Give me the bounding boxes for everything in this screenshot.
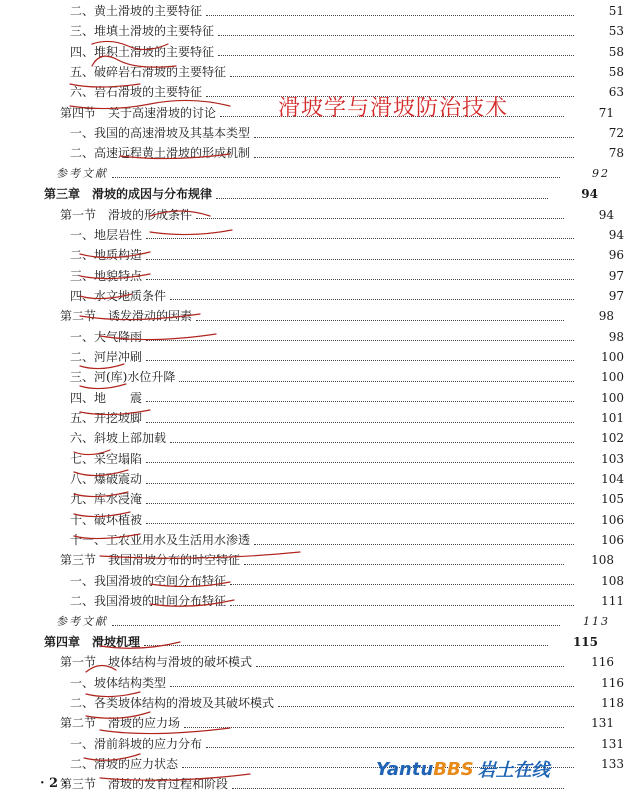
dot-leader (244, 564, 564, 565)
toc-page-number: 131 (601, 736, 624, 751)
toc-entry-item (0, 692, 638, 714)
dot-leader (230, 76, 574, 77)
toc-entry-title: 一、地层岩性 (70, 227, 143, 242)
dot-leader (170, 442, 574, 443)
toc-entry-item (0, 488, 638, 510)
toc-entry-item (0, 326, 638, 348)
dot-leader (146, 503, 574, 504)
toc-page-number: 98 (598, 309, 614, 324)
toc-entry-title: 第三节 滑坡的发育过程和阶段 (60, 777, 229, 792)
dot-leader (146, 340, 574, 341)
dot-leader (196, 320, 564, 321)
toc-entry-title: 一、滑前斜坡的应力分布 (70, 736, 203, 751)
toc-entry-item (0, 387, 638, 409)
toc-page-number: 78 (608, 146, 624, 161)
dot-leader (112, 625, 560, 626)
toc-entry-title: 四、地 震 (70, 390, 143, 405)
dot-leader (146, 422, 574, 423)
toc-entry-title: 九、库水浸淹 (70, 492, 143, 507)
toc-entry-item (0, 142, 638, 164)
toc-entry-item (0, 590, 638, 612)
toc-entry-title: 二、我国滑坡的时间分布特征 (70, 594, 227, 609)
toc-entry-title: 四、堆积土滑坡的主要特征 (70, 44, 215, 59)
toc-entry-item (0, 468, 638, 490)
toc-entry-title: 第一节 坡体结构与滑坡的破坏模式 (60, 655, 253, 670)
toc-page-number: 96 (608, 248, 624, 263)
yantu-bbs-logo (376, 756, 550, 782)
logo-part-cn: 岩土在线 (477, 760, 550, 781)
toc-page-number: 108 (591, 553, 614, 568)
toc-entry-title: 二、高速远程黄土滑坡的形成机制 (70, 146, 251, 161)
toc-entry-title: 十、破坏植被 (70, 512, 143, 527)
toc-page-number: 92 (592, 166, 610, 180)
toc-page-number: 102 (601, 431, 624, 446)
toc-page-number: 118 (601, 695, 624, 710)
dot-leader (206, 747, 574, 748)
toc-page-number: 94 (581, 187, 598, 202)
toc-entry-item (0, 672, 638, 694)
logo-part-bbs: BBS (433, 758, 474, 780)
toc-page-number: 106 (601, 512, 624, 527)
toc-entry-item (0, 427, 638, 449)
dot-leader (146, 279, 574, 280)
toc-entry-title: 三、河(库)水位升降 (70, 370, 176, 385)
toc-page-number: 100 (601, 349, 624, 364)
dot-leader (170, 686, 574, 687)
dot-leader (112, 177, 560, 178)
toc-entry-chapter (0, 631, 612, 653)
dot-leader (230, 605, 574, 606)
toc-page-number: 71 (598, 105, 614, 120)
dot-leader (218, 55, 574, 56)
toc-entry-title: 六、斜坡上部加载 (70, 431, 167, 446)
toc-entry-item (0, 61, 638, 83)
toc-page-number: 116 (601, 675, 624, 690)
dot-leader (196, 218, 564, 219)
toc-entry-section (0, 712, 628, 734)
toc-page-number: 100 (601, 390, 624, 405)
dot-leader (232, 788, 564, 789)
dot-leader (170, 299, 574, 300)
toc-page-number: 108 (601, 573, 624, 588)
dot-leader (146, 483, 574, 484)
toc-entry-title: 第三章 滑坡的成因与分布规律 (44, 187, 213, 202)
toc-entry-item (0, 366, 638, 388)
dot-leader (146, 401, 574, 402)
toc-page-number: 51 (608, 4, 624, 18)
dot-leader (179, 381, 574, 382)
toc-entry-item (0, 265, 638, 287)
dot-leader (146, 523, 574, 524)
toc-entry-item (0, 0, 638, 22)
dot-leader (254, 544, 574, 545)
toc-entry-item (0, 20, 638, 42)
toc-entry-item (0, 285, 638, 307)
toc-entry-item (0, 224, 638, 246)
dot-leader (146, 238, 574, 239)
toc-entry-item (0, 570, 638, 592)
toc-entry-ref (0, 163, 624, 185)
toc-entry-section (0, 305, 628, 327)
toc-page-number: 98 (608, 329, 624, 344)
dot-leader (184, 727, 564, 728)
dot-leader (254, 137, 574, 138)
toc-entry-item (0, 346, 638, 368)
toc-entry-title: 一、我国滑坡的空间分布特征 (70, 573, 227, 588)
toc-page-number: 131 (591, 716, 614, 731)
toc-entry-title: 十一、工农业用水及生活用水渗透 (70, 533, 251, 548)
dot-leader (146, 462, 574, 463)
watermark-title: 滑坡学与滑坡防治技术 (278, 96, 509, 121)
toc-entry-section (0, 204, 628, 226)
toc-page-number: 113 (583, 614, 610, 628)
toc-entry-title: 五、破碎岩石滑坡的主要特征 (70, 65, 227, 80)
toc-entry-title: 第四章 滑坡机理 (44, 634, 141, 649)
toc-entry-title: 二、各类坡体结构的滑坡及其破坏模式 (70, 695, 275, 710)
dot-leader (144, 645, 548, 646)
toc-page-number: 101 (601, 411, 624, 425)
dot-leader (146, 259, 574, 260)
toc-entry-title: 参考文献 (56, 166, 108, 180)
toc-entry-item (0, 244, 638, 266)
toc-entry-title: 第一节 滑坡的形成条件 (60, 207, 193, 222)
logo-part-yantu: Yantu (376, 758, 434, 780)
toc-page-number: 58 (608, 44, 624, 59)
dot-leader (146, 360, 574, 361)
page-number-footer: · 2 · (40, 776, 68, 791)
toc-entry-item (0, 733, 638, 755)
toc-entry-ref (0, 611, 624, 633)
toc-entry-item (0, 41, 638, 63)
toc-page-number: 103 (601, 451, 624, 466)
toc-page-number: 63 (608, 85, 624, 100)
dot-leader (218, 35, 574, 36)
toc-page-number: 97 (608, 268, 624, 283)
toc-entry-title: 二、黄土滑坡的主要特征 (70, 4, 203, 18)
toc-page-number: 97 (608, 288, 624, 303)
toc-entry-title: 七、采空塌陷 (70, 451, 143, 466)
toc-entry-title: 一、我国的高速滑坡及其基本类型 (70, 126, 251, 141)
toc-entry-title: 第三节 我国滑坡分布的时空特征 (60, 553, 241, 568)
toc-entry-title: 参考文献 (56, 614, 108, 628)
toc-entry-title: 六、岩石滑坡的主要特征 (70, 85, 203, 100)
toc-entry-title: 二、地质构造 (70, 248, 143, 263)
toc-entry-title: 第二节 滑坡的应力场 (60, 716, 181, 731)
toc-page-number: 106 (601, 533, 624, 548)
toc-entry-title: 八、爆破震动 (70, 472, 143, 487)
toc-page-number: 94 (598, 207, 614, 222)
toc-page-number: 94 (608, 227, 624, 242)
toc-entry-title: 二、滑坡的应力状态 (70, 756, 179, 771)
dot-leader (256, 666, 564, 667)
dot-leader (230, 584, 574, 585)
toc-entry-item (0, 448, 638, 470)
toc-page-number: 116 (591, 655, 614, 670)
toc-page-number: 72 (608, 126, 624, 141)
toc-entry-title: 第二节 诱发滑动的因素 (60, 309, 193, 324)
toc-page-number: 53 (608, 24, 624, 39)
toc-entry-item (0, 407, 638, 429)
toc-page-number: 104 (601, 472, 624, 487)
toc-entry-title: 第四节 关于高速滑坡的讨论 (60, 105, 217, 120)
toc-page-number: 115 (572, 634, 598, 649)
toc-page-number: 105 (601, 492, 624, 507)
toc-entry-title: 三、地貌特点 (70, 268, 143, 283)
dot-leader (216, 198, 548, 199)
toc-entry-title: 二、河岸冲刷 (70, 349, 143, 364)
toc-page-number: 100 (601, 370, 624, 385)
toc-entry-title: 五、开挖坡脚 (70, 411, 143, 425)
toc-entry-title: 一、大气降雨 (70, 329, 143, 344)
toc-page-number: 133 (601, 756, 624, 771)
toc-entry-item (0, 529, 638, 551)
dot-leader (278, 706, 574, 707)
toc-page-number: 111 (601, 594, 624, 609)
toc-entry-item (0, 509, 638, 531)
dot-leader (206, 15, 574, 16)
toc-entry-section (0, 651, 628, 673)
toc-page-number: 58 (608, 65, 624, 80)
toc-entry-chapter (0, 183, 612, 205)
toc-entry-title: 四、水文地质条件 (70, 288, 167, 303)
toc-entry-title: 三、堆填土滑坡的主要特征 (70, 24, 215, 39)
toc-entry-title: 一、坡体结构类型 (70, 675, 167, 690)
toc-entry-section (0, 549, 628, 571)
dot-leader (254, 157, 574, 158)
